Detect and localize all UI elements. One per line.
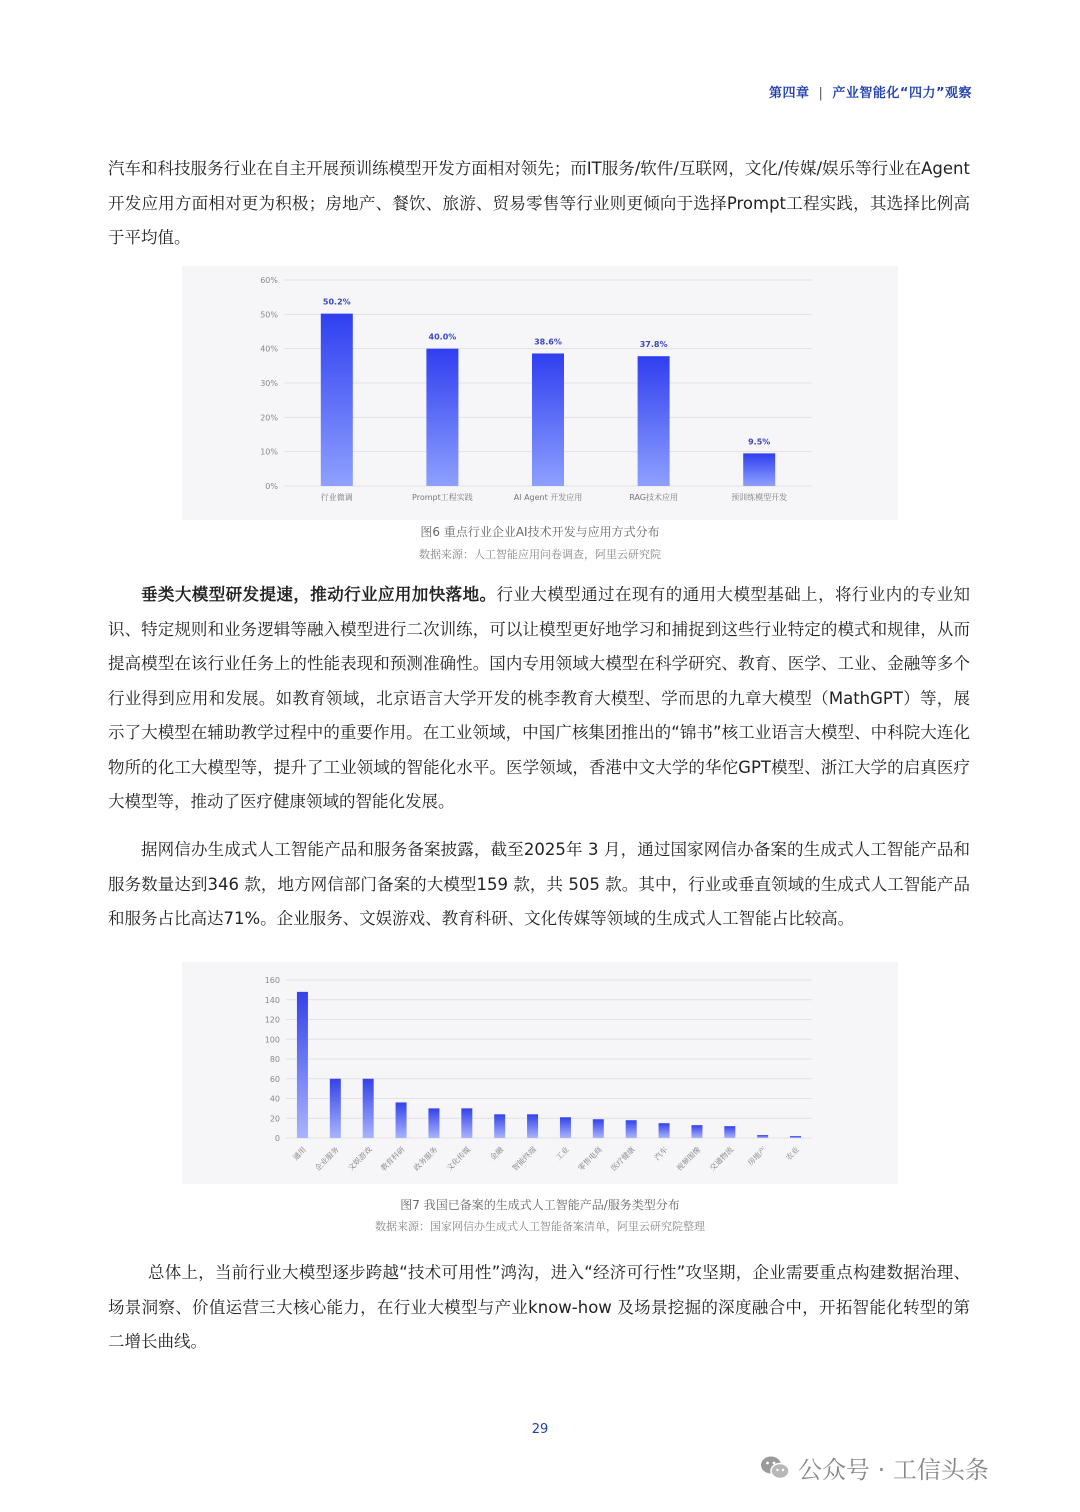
category-label: 智能终端	[510, 1145, 538, 1173]
data-label: 38.6%	[534, 337, 562, 347]
figure6-caption: 图6 重点行业企业AI技术开发与应用方式分布	[420, 525, 660, 539]
paragraph-3: 据网信办生成式人工智能产品和服务备案披露，截至2025年 3 月，通过国家网信办备案的生成式人工智能产品和服务数量达到346 款，地方网信部门备案的大模型159 款，共 505 款。其中，行业或垂直领域的生成式人工智能产品和服务占比高达71%。企业服务、文娱游戏、教育科研、文化传媒等领域的生成式人工智能占比较高。	[108, 840, 970, 928]
header-separator: |	[818, 86, 824, 101]
bar	[626, 1120, 637, 1138]
category-label: AI Agent 开发应用	[513, 493, 583, 502]
bar	[461, 1108, 472, 1138]
category-label: 金融	[488, 1145, 506, 1163]
y-tick-label: 20	[269, 1114, 280, 1124]
paragraph-2-lead: 垂类大模型研发提速，推动行业应用加快落地。	[141, 585, 497, 604]
data-label: 50.2%	[322, 297, 351, 307]
category-label: 零售电商	[576, 1145, 604, 1173]
bar	[638, 356, 670, 486]
category-label: 交通物流	[707, 1145, 736, 1173]
bar	[743, 453, 775, 486]
category-label: 文娱游戏	[346, 1145, 374, 1173]
bar	[330, 1079, 341, 1138]
bar	[790, 1136, 801, 1138]
category-label: 汽车	[652, 1145, 670, 1163]
bar	[724, 1126, 735, 1138]
figure7-source: 数据来源：国家网信办生成式人工智能备案清单，阿里云研究院整理	[375, 1220, 705, 1233]
category-label: 企业服务	[313, 1145, 341, 1173]
bar	[593, 1119, 604, 1138]
chapter-number: 第四章	[768, 86, 810, 101]
paragraph-1: 汽车和科技服务行业在自主开展预训练模型开发方面相对领先；而IT服务/软件/互联网，文化/传媒/娱乐等行业在Agent开发应用方面相对更为积极；房地产、餐饮、旅游、贸易零售等行业则更倾向于选择Prompt工程实践，其选择比例高于平均值。	[108, 159, 970, 247]
paragraph-4: 总体上，当前行业大模型逐步跨越“技术可用性”鸿沟，进入“经济可行性”攻坚期，企业需要重点构建数据治理、场景洞察、价值运营三大核心能力，在行业大模型与产业know-how 及场景挖掘的深度融合中，开拓智能化转型的第二增长曲线。	[108, 1263, 970, 1351]
bar	[396, 1102, 407, 1138]
page-number: 29	[531, 1422, 549, 1437]
y-tick-label: 60	[269, 1074, 280, 1084]
bar	[532, 353, 564, 486]
figure7-bar-chart	[182, 962, 898, 1184]
chapter-title: 产业智能化“四力”观察	[832, 86, 972, 101]
y-tick-label: 0	[274, 1134, 280, 1143]
y-tick-label: 80	[269, 1055, 280, 1064]
bar	[426, 349, 458, 486]
data-label: 9.5%	[748, 437, 771, 447]
bar	[757, 1135, 768, 1138]
bar	[494, 1114, 505, 1138]
category-label: RAG技术应用	[629, 493, 678, 502]
y-tick-label: 10%	[260, 447, 278, 457]
bar	[527, 1114, 538, 1138]
category-label: 视频图像	[674, 1145, 703, 1173]
category-label: 房地产	[745, 1145, 769, 1168]
bar	[321, 314, 353, 486]
y-tick-label: 160	[264, 976, 280, 985]
y-tick-label: 0%	[265, 482, 278, 491]
wechat-icon	[760, 1455, 790, 1481]
y-tick-label: 20%	[260, 413, 278, 423]
category-label: 预训练模型开发	[731, 493, 788, 502]
y-tick-label: 100	[264, 1035, 280, 1045]
bar	[691, 1125, 702, 1138]
y-tick-label: 40%	[260, 344, 278, 354]
figure6-bar-chart	[182, 266, 898, 520]
category-label: 农业	[784, 1145, 801, 1163]
category-label: 工业	[553, 1145, 571, 1163]
bar	[297, 992, 308, 1138]
y-tick-label: 30%	[260, 379, 278, 388]
chapter-header	[769, 82, 972, 101]
paragraph-2	[108, 578, 970, 820]
watermark	[760, 1450, 989, 1485]
bar	[659, 1123, 670, 1138]
bar	[363, 1079, 374, 1138]
bar	[560, 1117, 571, 1138]
figure6-chart-area	[182, 266, 898, 520]
category-label: 行业微调	[320, 493, 353, 502]
data-label: 40.0%	[428, 332, 457, 342]
category-label: Prompt工程实践	[412, 493, 473, 502]
y-tick-label: 140	[264, 995, 280, 1005]
y-tick-label: 120	[264, 1015, 280, 1025]
paragraph-2-body: 行业大模型通过在现有的通用大模型基础上，将行业内的专业知识、特定规则和业务逻辑等融入模型进行二次训练，可以让模型更好地学习和捕捉到这些行业特定的模式和规律，从而提高模型在该行业任务上的性能表现和预测准确性。国内专用领域大模型在科学研究、教育、医学、工业、金融等多个行业得到应用和发展。如教育领域，北京语言大学开发的桃李教育大模型、学而思的九章大模型（MathGPT）等，展示了大模型在辅助教学过程中的重要作用。在工业领域，中国广核集团推出的“锦书”核工业语言大模型、中科院大连化物所的化工大模型等，提升了工业领域的智能化水平。医学领域，香港中文大学的华佗GPT模型、浙江大学的启真医疗大模型等，推动了医疗健康领域的智能化发展。	[108, 585, 971, 811]
data-label: 37.8%	[639, 340, 668, 350]
y-tick-label: 60%	[260, 276, 278, 285]
category-label: 通用	[290, 1145, 308, 1163]
bar	[428, 1108, 439, 1138]
category-label: 教育科研	[378, 1145, 407, 1173]
watermark-text: 公众号 · 工信头条	[798, 1456, 989, 1484]
y-tick-label: 50%	[260, 310, 278, 320]
figure7-chart-area	[182, 962, 898, 1184]
category-label: 文化传媒	[444, 1145, 473, 1173]
category-label: 医疗健康	[609, 1145, 637, 1173]
category-label: 政务服务	[411, 1145, 440, 1173]
y-tick-label: 40	[269, 1094, 280, 1104]
figure7-caption: 图7 我国已备案的生成式人工智能产品/服务类型分布	[400, 1198, 680, 1212]
figure6-source: 数据来源：人工智能应用问卷调查，阿里云研究院	[419, 548, 661, 561]
